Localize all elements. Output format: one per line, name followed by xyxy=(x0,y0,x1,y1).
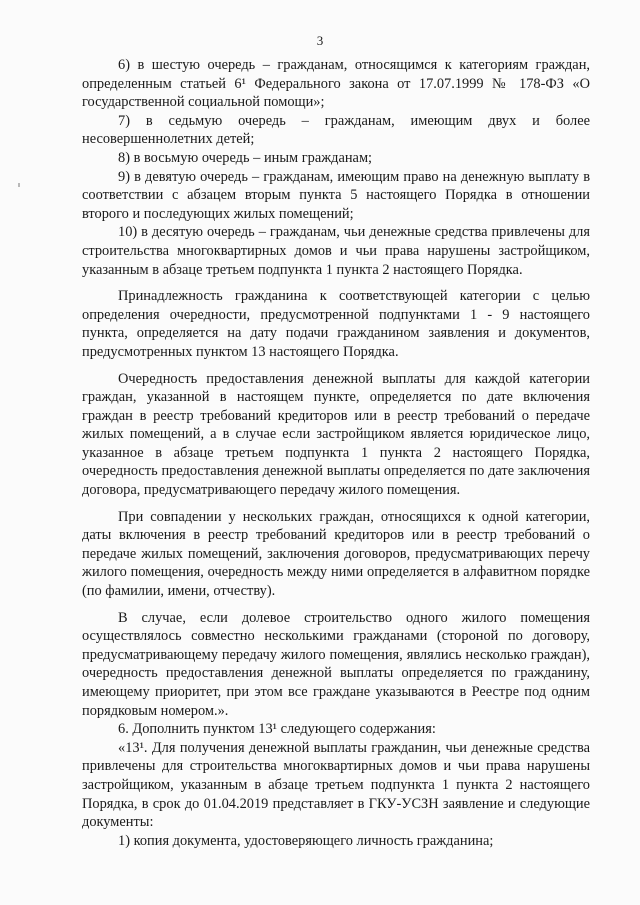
paragraph: В случае, если долевое строительство одного жилого помещения осуществлялось совместно несколькими гражданами (стороной по договору, предусматривающему передачу жилого помещения, являлись несколько граждан), очередность предоставления денежной выплаты определяется по гражданину, имеющему приоритет, при этом все граждане указываются в Реестре под одним порядковым номером.». xyxy=(82,609,590,719)
scan-speck xyxy=(18,183,20,187)
paragraph: 6) в шестую очередь – гражданам, относящимся к категориям граждан, определенным статьей 6¹ Федерального закона от 17.07.1999 № 178-ФЗ «О государственной социальной помощи»; xyxy=(82,57,590,111)
paragraph: 1) копия документа, удостоверяющего личность гражданина; xyxy=(118,832,494,849)
paragraph: «13¹. Для получения денежной выплаты гражданин, чьи денежные средства привлечены для строительства многоквартирных домов и чьи права нарушены застройщиком, указанным в абзаце третьем подпункта 1 пункта 2 настоящего Порядка, в срок до 01.04.2019 представляет в ГКУ-УСЗН заявление и следующие документы: xyxy=(82,739,590,831)
paragraph: Принадлежность гражданина к соответствующей категории с целью определения очередности, предусмотренной подпунктами 1 - 9 настоящего пункта, определяется на дату подачи гражданином заявления и документов, предусмотренных пунктом 13 настоящего Порядка. xyxy=(82,288,590,360)
page-number: 3 xyxy=(316,33,324,48)
paragraph: 7) в седьмую очередь – гражданам, имеющим двух и более несовершеннолетних детей; xyxy=(82,112,590,148)
paragraph: 9) в девятую очередь – гражданам, имеющим право на денежную выплату в соответствии с абзацем вторым пункта 5 настоящего Порядка в отношении второго и последующих жилых помещений; xyxy=(82,168,590,222)
paragraph: 10) в десятую очередь – гражданам, чьи денежные средства привлечены для строительства многоквартирных домов и чьи права нарушены застройщиком, указанным в абзаце третьем подпункта 1 пункта 2 настоящего Порядка. xyxy=(82,224,590,278)
paragraph: 6. Дополнить пунктом 13¹ следующего содержания: xyxy=(118,721,436,738)
paragraph: При совпадении у нескольких граждан, относящихся к одной категории, даты включения в реестр требований кредиторов или в реестр требований о передаче жилых помещений, заключения договоров, предусматривающих перечу жилого помещения, очередность между ними определяется в алфавитном порядке (по фамилии, имени, отчеству). xyxy=(82,508,590,600)
paragraph: 8) в восьмую очередь – иным гражданам; xyxy=(118,149,373,166)
document-body xyxy=(82,56,590,850)
paragraph: Очередность предоставления денежной выплаты для каждой категории граждан, указанной в настоящем пункте, определяется по дате включения граждан в реестр требований кредиторов или в реестр требований о передаче жилых помещений, а в случае если застройщиком является юридическое лицо, указанное в абзаце третьем подпункта 1 пункта 2 настоящего Порядка, очередность предоставления денежной выплаты определяется по дате заключения договора, предусматривающего передачу жилого помещения. xyxy=(82,370,590,499)
